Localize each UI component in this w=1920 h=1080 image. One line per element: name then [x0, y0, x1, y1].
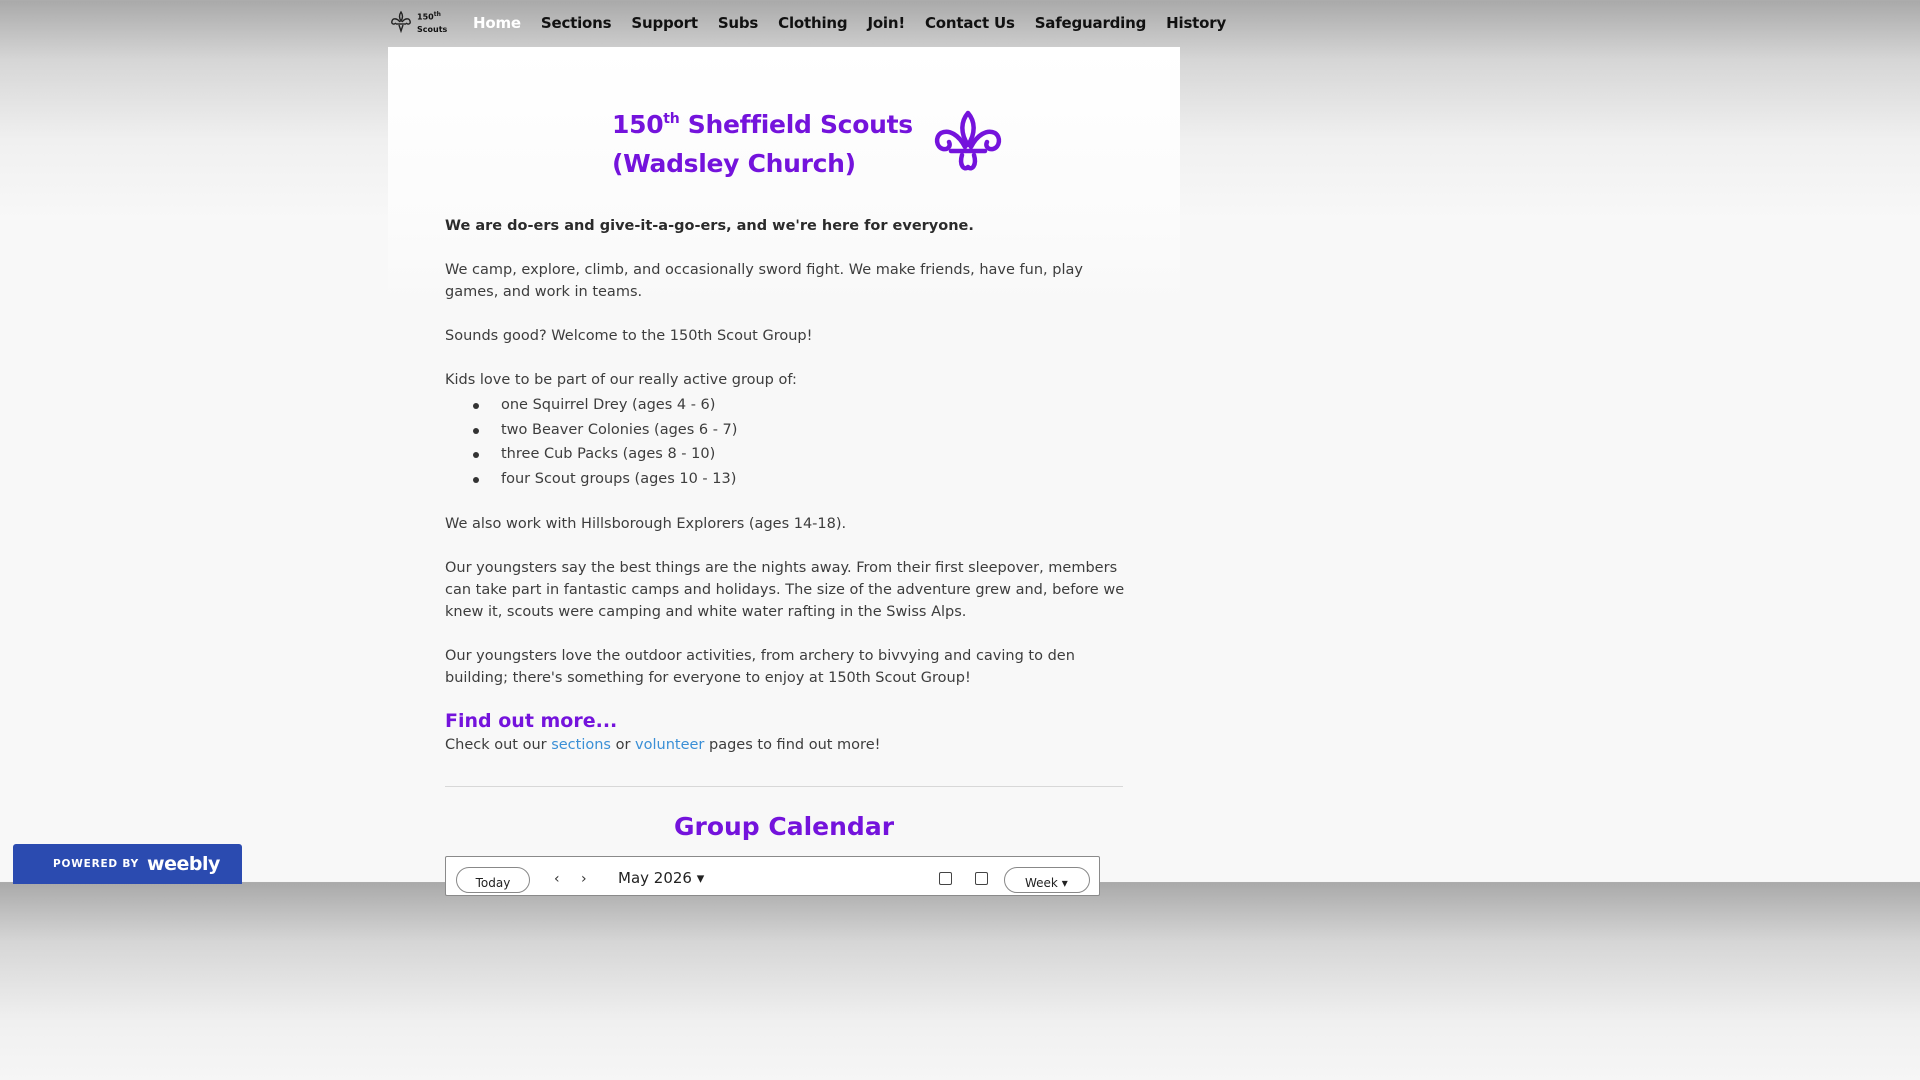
fleur-de-lis-icon	[389, 10, 413, 34]
find-pre: Check out our	[445, 737, 552, 753]
volunteer-link[interactable]: volunteer	[635, 737, 705, 753]
main-nav	[463, 12, 1236, 34]
nav-sections[interactable]: Sections	[540, 14, 612, 32]
calendar-widget	[445, 856, 1100, 896]
list-intro: Kids love to be part of our really active group of:	[445, 372, 797, 388]
list-item: one Squirrel Drey (ages 4 - 6)	[445, 393, 1125, 418]
nav-subs[interactable]: Subs	[717, 14, 759, 32]
calendar-heading: Group Calendar	[673, 812, 895, 841]
calendar-icon[interactable]	[975, 872, 988, 885]
nav-safeguarding[interactable]: Safeguarding	[1034, 14, 1147, 32]
sections-link[interactable]: sections	[551, 737, 611, 753]
logo-line2: Scouts	[417, 24, 448, 34]
find-post: pages to find out more!	[704, 737, 881, 753]
nav-contact-us[interactable]: Contact Us	[925, 14, 1015, 32]
paragraph-2: Sounds good? Welcome to the 150th Scout Group!	[445, 328, 813, 344]
top-navigation-bar	[0, 0, 1568, 47]
paragraph-1: We camp, explore, climb, and occasionally sword fight. We make friends, have fun, play games, and work in teams.	[445, 262, 1083, 300]
list-item: two Beaver Colonies (ages 6 - 7)	[445, 418, 1125, 443]
paragraph-4: Our youngsters say the best things are the nights away. From their first sleepover, members can take part in fantastic camps and holidays. The size of the adventure grew and, before we knew it, scouts were camping and white water rafting in the Swiss Alps.	[445, 560, 1125, 620]
logo-line1: 150	[417, 12, 434, 22]
title-rest: Sheffield Scouts	[679, 110, 913, 139]
page-title	[612, 100, 913, 183]
list-item: three Cub Packs (ages 8 - 10)	[445, 442, 1125, 467]
nav-home[interactable]: Home	[473, 14, 521, 32]
weebly-logo: weebly	[147, 853, 220, 875]
sections-list	[445, 393, 1125, 491]
next-arrow-icon[interactable]: ›	[581, 871, 587, 887]
paragraph-5: Our youngsters love the outdoor activities, from archery to bivvying and caving to den building; there's something for everyone to enjoy at 150th Scout Group!	[445, 648, 1075, 686]
paragraph-3: We also work with Hillsborough Explorers (ages 14-18).	[445, 516, 847, 532]
title-line2: (Wadsley Church)	[612, 149, 856, 178]
divider	[445, 786, 1123, 787]
nav-history[interactable]: History	[1166, 14, 1227, 32]
find-mid: or	[610, 737, 636, 753]
month-selector[interactable]: May 2026 ▾	[618, 869, 705, 887]
logo-text	[417, 9, 447, 36]
title-sup: th	[663, 111, 680, 127]
today-button[interactable]: Today	[456, 867, 530, 893]
powered-by-weebly-badge[interactable]	[13, 844, 242, 884]
list-item: four Scout groups (ages 10 - 13)	[445, 467, 1125, 492]
title-number: 150	[612, 110, 664, 139]
logo-sup: th	[433, 11, 441, 18]
prev-arrow-icon[interactable]: ‹	[554, 871, 560, 887]
view-label: Week	[1025, 876, 1058, 890]
find-out-more-heading: Find out more...	[445, 710, 618, 732]
month-label: May 2026	[618, 869, 692, 887]
intro-content	[445, 215, 1125, 756]
view-selector[interactable]: Week ▾	[1004, 867, 1090, 893]
nav-support[interactable]: Support	[631, 14, 698, 32]
lead-paragraph: We are do-ers and give-it-a-go-ers, and we're here for everyone.	[445, 218, 974, 234]
powered-by-label: POWERED BY	[53, 858, 140, 870]
hero-banner	[612, 100, 1003, 183]
print-icon[interactable]	[939, 872, 952, 885]
fleur-de-lis-icon	[933, 109, 1003, 175]
site-logo[interactable]	[389, 9, 447, 36]
find-out-more-text	[445, 734, 1125, 756]
nav-join[interactable]: Join!	[867, 14, 905, 32]
nav-clothing[interactable]: Clothing	[778, 14, 848, 32]
